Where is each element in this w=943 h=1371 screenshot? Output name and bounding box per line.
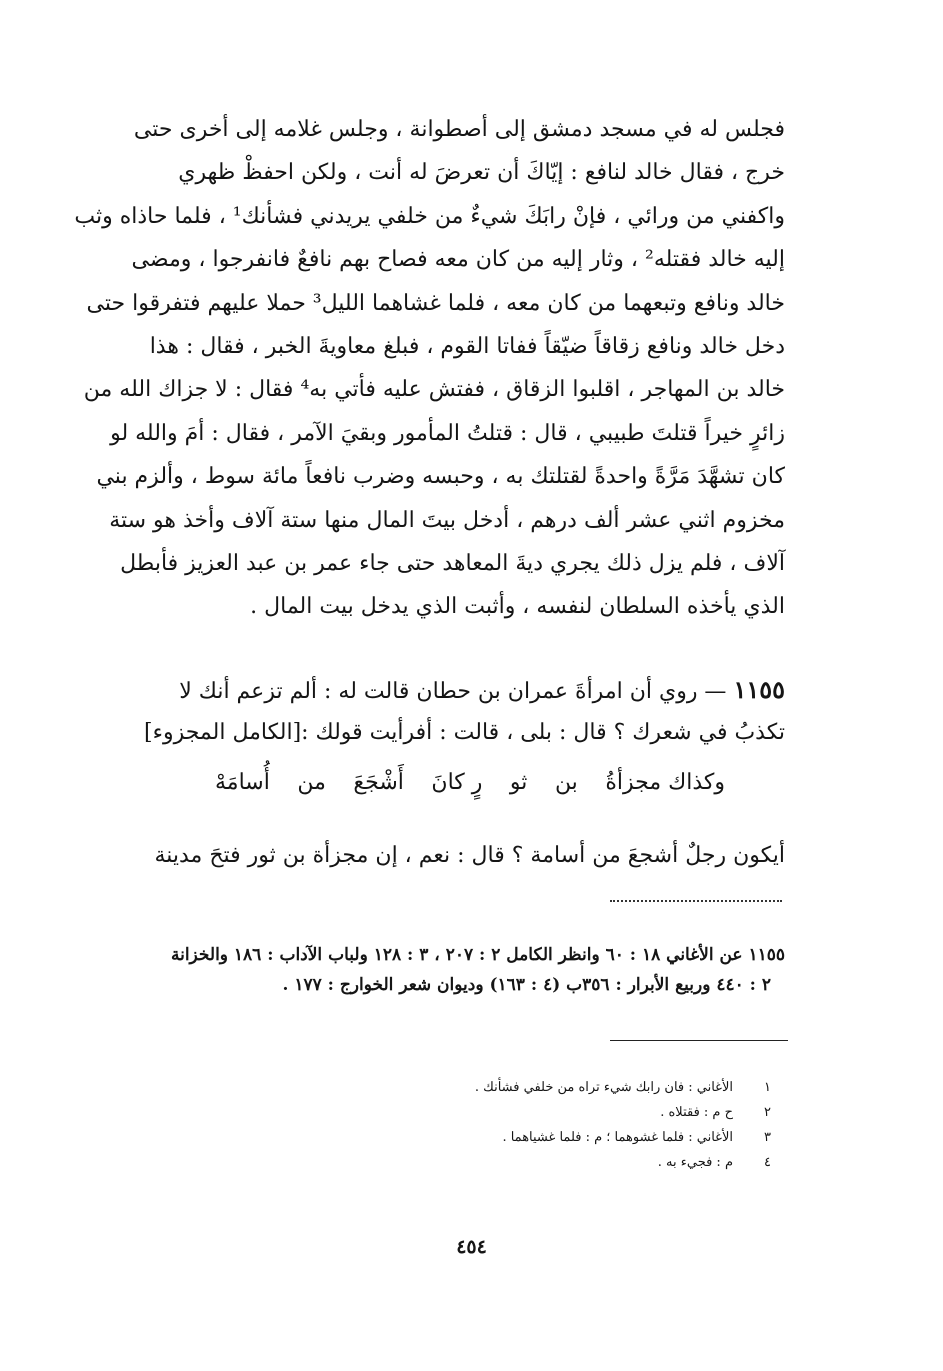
text-line: الذي يأخذه السلطان لنفسه ، وأثبت الذي يدخل بيت المال . xyxy=(250,594,785,620)
text-line: آلاف ، فلم يزل ذلك يجري ديةَ المعاهد حتى جاء عمر بن عبد العزيز فأبطل xyxy=(120,550,785,576)
entry-number: ١١٥٥ xyxy=(733,675,785,704)
entry-text: روي أن امرأةَ عمران بن حطان قالت له : ألم تزعم أنك لا xyxy=(179,679,698,704)
text-line: خالد بن المهاجر ، اقلبوا الزقاق ، ففتش عليه فأتي به⁴ فقال : لا جزاك الله من xyxy=(83,377,785,403)
footnote-text: الأغاني : فان رابك شيء تراه من خلفي فشأنك . xyxy=(474,1080,733,1095)
poem-word: أَشْجَعَ xyxy=(353,770,404,795)
text-line: زائرٍ خيراً قتلتَ طبيبي ، قال : قتلتُ المأمور وبقيَ الآمر ، فقال : أمَ والله لو xyxy=(110,420,785,446)
entry-1155 xyxy=(127,668,785,755)
footnote-number: ٢ xyxy=(764,1105,771,1120)
footnote-text: الأغاني : فلما غشوهما ؛ م : فلما غشياهما . xyxy=(502,1130,733,1145)
poem-verse xyxy=(215,770,725,795)
entry-text-line: تكذبُ في شعرك ؟ قال : بلى ، قالت : أفرأيت قولك :[الكامل المجزوء] xyxy=(144,720,785,746)
footnote xyxy=(351,1150,771,1175)
entry-text-line: أيكون رجلٌ أشجعَ من أسامة ؟ قال : نعم ، إن مجزأة بن ثور فتحَ مدينة xyxy=(154,843,785,868)
poem-word: ثو xyxy=(509,770,528,795)
footnotes xyxy=(351,1075,771,1175)
reference-note xyxy=(110,940,785,1000)
poem-word: من xyxy=(297,770,326,795)
text-line: مخزوم اثني عشر ألف درهم ، أدخل بيتَ المال منها ستة آلاف وأخذ هو ستة xyxy=(109,507,785,533)
text-line: كان تشهَّدَ مَرَّةً واحدةً لقتلتك به ، وحبسه وضرب نافعاً مائة سوط ، وألزم بني xyxy=(96,464,785,490)
text-line: خالد ونافع وتبعهما من كان معه ، فلما غشاهما الليل³ حملا عليهم فتفرقوا حتى xyxy=(86,290,785,316)
main-paragraph xyxy=(74,108,785,629)
dotted-separator xyxy=(610,900,782,902)
text-line: فجلس له في مسجد دمشق إلى أصطوانة ، وجلس غلامه إلى أخرى حتى xyxy=(133,117,785,142)
reference-line: ١١٥٥ عن الأغاني ١٨ : ٦٠ وانظر الكامل ٢ : ٢٠٧ ، ٣ : ١٢٨ ولباب الآداب : ١٨٦ والخزانة xyxy=(170,945,785,965)
footnote xyxy=(351,1075,771,1100)
reference-line: ٢ : ٤٤٠ وربيع الأبرار : ٣٥٦ب (٤ : ١٦٣) وديوان شعر الخوارج : ١٧٧ . xyxy=(282,975,771,995)
footnote-text: م : فجيء به . xyxy=(657,1155,733,1170)
poem-word: أُسامَهْ xyxy=(215,770,270,795)
footnote-number: ٤ xyxy=(764,1155,771,1170)
footnote xyxy=(351,1100,771,1125)
footnote xyxy=(351,1125,771,1150)
footnote-separator xyxy=(610,1040,788,1041)
entry-first-line xyxy=(127,668,785,711)
poem-word: رٍ كانَ xyxy=(431,770,483,795)
poem-word: بن xyxy=(554,770,578,795)
text-line: خرج ، فقال خالد لنافع : إيّاكَ أن تعرضَ له أنت ، ولكن احفظْ ظهري xyxy=(178,160,785,186)
text-line: إليه خالد فقتله² ، وثار إليه من كان معه فصاح بهم نافعٌ فانفرجوا ، ومضى xyxy=(131,247,785,273)
footnote-number: ١ xyxy=(764,1080,771,1095)
poem-word: وكذاك مجزأةُ xyxy=(605,770,725,795)
footnote-number: ٣ xyxy=(764,1130,771,1145)
page-number: ٤٥٤ xyxy=(456,1236,487,1258)
footnote-text: ح م : فقتلاه . xyxy=(660,1105,733,1120)
text-line: واكفني من ورائي ، فإنْ رابَكَ شيءٌ من خلفي يريدني فشأنك¹ ، فلما حاذاه وثب xyxy=(74,203,785,229)
text-line: دخل خالد ونافع زقاقاً ضيّقاً ففاتا القوم ، فبلغ معاويةَ الخبر ، فقال : هذا xyxy=(149,333,785,359)
entry-dash: — xyxy=(697,679,734,704)
